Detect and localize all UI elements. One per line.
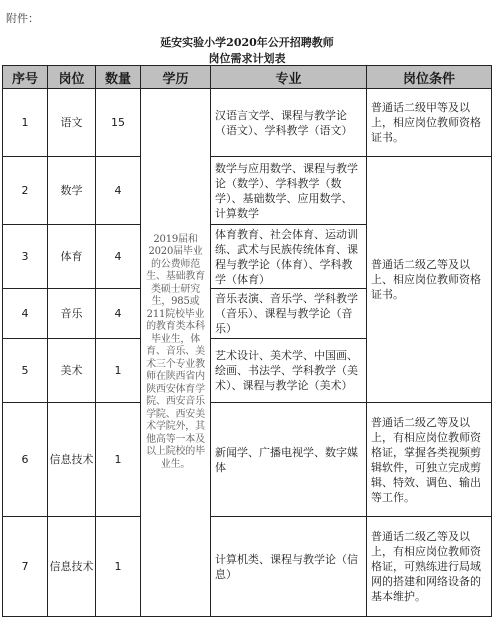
post-conditions: 普通话二级乙等及以上、相应岗位教师资格证书。 <box>367 157 492 403</box>
post-name: 信息技术 <box>48 403 96 517</box>
post-count: 4 <box>96 225 141 289</box>
table-row <box>3 89 492 157</box>
table-header-row <box>3 66 492 89</box>
table-row <box>3 157 492 225</box>
row-number: 7 <box>3 517 48 617</box>
column-header-major: 专业 <box>211 66 367 89</box>
post-count: 1 <box>96 517 141 617</box>
education-requirement: 2019届和2020届毕业的公费师范生、基础教育类硕士研究生，985或211院校毕业的教育类本科毕业生，体育、音乐、美术三个专业教师在陕西省内陕西安体育学院、西安音乐学院、西安美术学院外，其他高等一本及以上院校的毕业生。 <box>141 89 211 617</box>
column-header-post: 岗位 <box>48 66 96 89</box>
column-header-conditions: 岗位条件 <box>367 66 492 89</box>
post-name: 信息技术 <box>48 517 96 617</box>
column-header-no: 序号 <box>3 66 48 89</box>
table-row <box>3 517 492 617</box>
post-count: 15 <box>96 89 141 157</box>
major-requirement: 计算机类、课程与教学论（信息） <box>211 517 367 617</box>
major-requirement: 汉语言文学、课程与教学论（语文）、学科教学（语文） <box>211 89 367 157</box>
post-name: 音乐 <box>48 289 96 339</box>
major-requirement: 新闻学、广播电视学、数字媒体 <box>211 403 367 517</box>
post-conditions: 普通话二级乙等及以上，有相应岗位教师资格证，掌握各类视频剪辑软件，可独立完成剪辑、特效、调色、输出等工作。 <box>367 403 492 517</box>
row-number: 4 <box>3 289 48 339</box>
column-header-education: 学历 <box>141 66 211 89</box>
major-requirement: 音乐表演、音乐学、学科教学（音乐）、课程与教学论（音乐） <box>211 289 367 339</box>
post-count: 4 <box>96 289 141 339</box>
major-requirement: 体育教育、社会体育、运动训练、武术与民族传统体育、课程与教学论（体育）、学科教学（体育） <box>211 225 367 289</box>
major-requirement: 数学与应用数学、课程与教学论（数学）、学科教学（数学）、基础数学、应用数学、计算数学 <box>211 157 367 225</box>
table-row <box>3 403 492 517</box>
row-number: 1 <box>3 89 48 157</box>
post-count: 4 <box>96 157 141 225</box>
attachment-label: 附件： <box>6 12 39 25</box>
page-subtitle: 岗位需求计划表 <box>208 52 286 65</box>
row-number: 5 <box>3 339 48 403</box>
recruitment-plan-table <box>2 65 492 617</box>
post-conditions: 普通话二级乙等及以上，有相应岗位教师资格证，可熟练进行局域网的搭建和网络设备的基本维护。 <box>367 517 492 617</box>
row-number: 3 <box>3 225 48 289</box>
page-title: 延安实验小学2020年公开招聘教师 <box>160 36 334 49</box>
column-header-count: 数量 <box>96 66 141 89</box>
row-number: 6 <box>3 403 48 517</box>
post-count: 1 <box>96 339 141 403</box>
post-name: 体育 <box>48 225 96 289</box>
post-count: 1 <box>96 403 141 517</box>
post-name: 数学 <box>48 157 96 225</box>
row-number: 2 <box>3 157 48 225</box>
post-name: 语文 <box>48 89 96 157</box>
major-requirement: 艺术设计、美术学、中国画、绘画、书法学、学科教学（美术）、课程与教学论（美术） <box>211 339 367 403</box>
post-name: 美术 <box>48 339 96 403</box>
post-conditions: 普通话二级甲等及以上，相应岗位教师资格证书。 <box>367 89 492 157</box>
